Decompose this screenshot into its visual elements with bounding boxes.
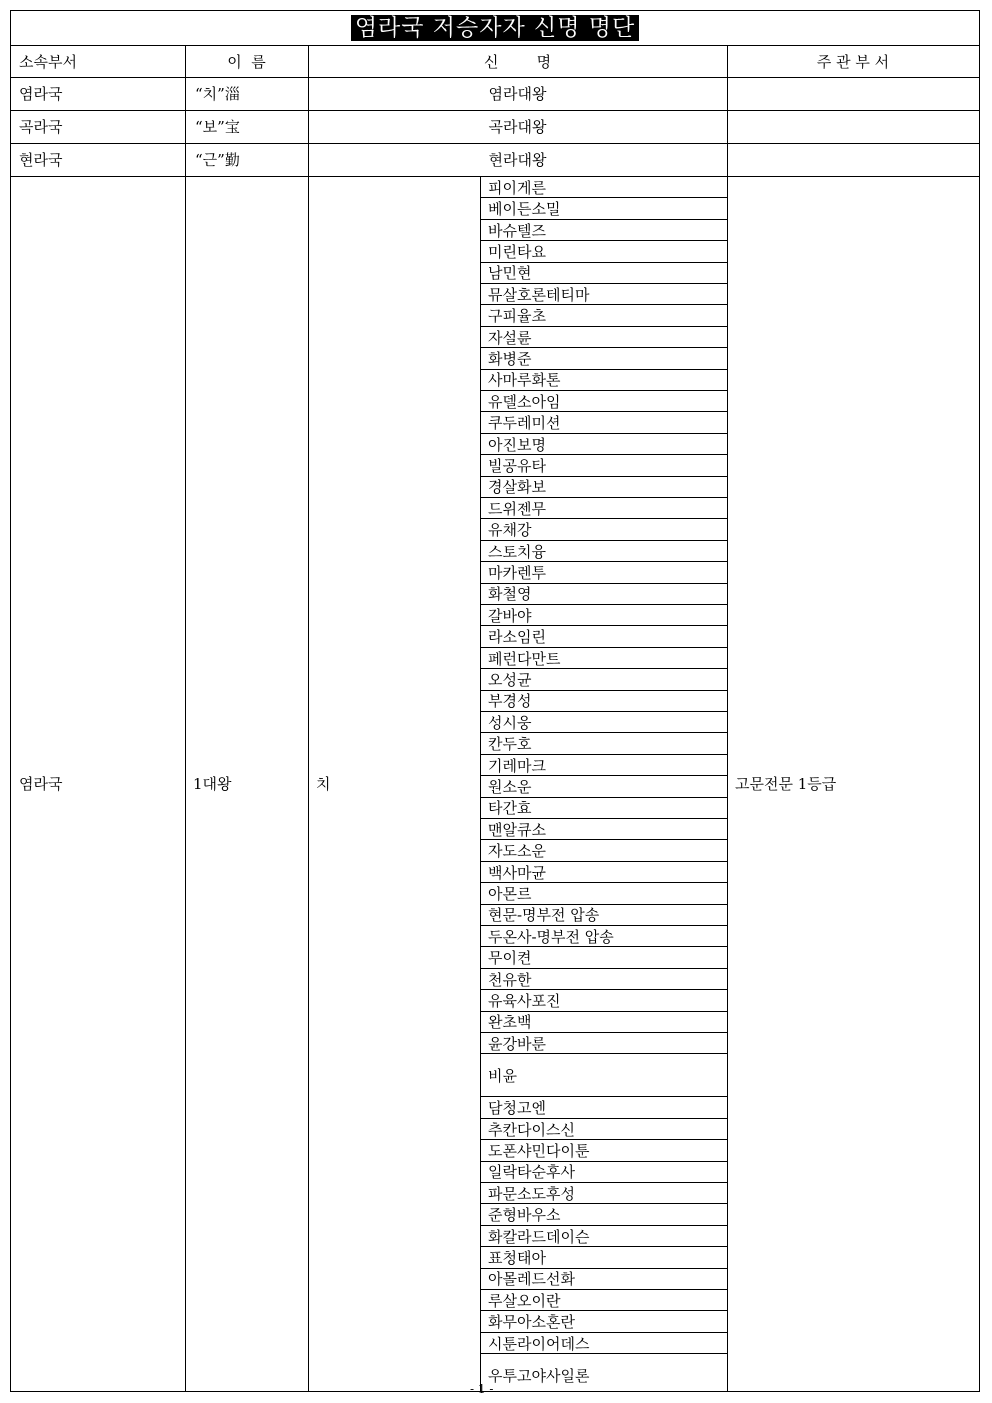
row-managing-dept	[727, 110, 979, 143]
title-list-item: 유델소아임	[480, 391, 728, 412]
title-list-item: 구피율초	[480, 305, 728, 326]
title-list-item: 비윤	[480, 1054, 728, 1097]
title-list-item: 페런다만트	[480, 648, 728, 669]
page-number: - 1 -	[470, 1382, 494, 1396]
title-list-item: 마카렌투	[480, 562, 728, 583]
title-list-item: 드위젠무	[480, 498, 728, 519]
title-list-item: 화철영	[480, 584, 728, 605]
title-list-item: 원소운	[480, 776, 728, 797]
title-list-item: 루살오이란	[480, 1290, 728, 1311]
titles-list	[480, 177, 728, 1391]
title-list-item: 부경성	[480, 691, 728, 712]
title-list-item: 기레마크	[480, 755, 728, 776]
row-name: “근”勤	[195, 151, 240, 169]
title-list-item: 우투고야사일론	[488, 1367, 590, 1386]
title-list-item: 현문-명부전 압송	[480, 905, 728, 926]
main-managing-dept: 고문전문 1등급	[735, 775, 837, 793]
title-list-item: 아몰레드선화	[480, 1269, 728, 1290]
main-name: 1대왕	[193, 775, 232, 793]
title-list-item: 천유한	[480, 969, 728, 990]
title-list-item: 성시웅	[480, 712, 728, 733]
title-list-item: 무이켠	[480, 947, 728, 968]
title-list-item: 아몬르	[480, 883, 728, 904]
header-managing-dept: 주 관 부 서	[816, 52, 890, 71]
title-list-item: 윤강바룬	[480, 1033, 728, 1054]
title-list-item: 뮤살호론테티마	[480, 284, 728, 305]
row-dept: 현라국	[19, 151, 63, 169]
row-name: “보”宝	[195, 118, 240, 136]
title-list-item: 아진보명	[480, 434, 728, 455]
row-managing-dept	[727, 77, 979, 110]
title-list-item: 맨알큐소	[480, 819, 728, 840]
title-list-item: 시툰라이어데스	[480, 1333, 728, 1354]
title-list-item: 화칼라드데이슨	[480, 1226, 728, 1247]
title-list-item: 자도소운	[480, 840, 728, 861]
title-list-item: 파문소도후성	[480, 1183, 728, 1204]
title-list-item: 유육사포진	[480, 990, 728, 1011]
row-dept: 곡라국	[19, 118, 63, 136]
title-list-item: 라소임린	[480, 626, 728, 647]
title-list-item: 미린타요	[480, 241, 728, 262]
title-list-item: 유채강	[480, 519, 728, 540]
title-list-item: 화병준	[480, 348, 728, 369]
title-list-item: 오성균	[480, 669, 728, 690]
title-list-item: 쿠두레미션	[480, 412, 728, 433]
title-bar	[11, 11, 979, 46]
titles-left-border	[480, 177, 481, 1391]
title-list-item: 남민현	[480, 263, 728, 284]
row-dept: 염라국	[19, 85, 63, 103]
title-list-item: 경살화보	[480, 477, 728, 498]
main-divine-name: 치	[316, 775, 331, 793]
main-dept: 염라국	[19, 775, 63, 793]
title-list-item: 화무아소혼란	[480, 1311, 728, 1332]
title-list-item: 스토치융	[480, 541, 728, 562]
title-list-item: 사마루화톤	[480, 370, 728, 391]
name-list-table	[10, 10, 980, 1392]
header-name: 이 름	[227, 52, 266, 71]
title-list-item: 표청태아	[480, 1247, 728, 1268]
title-list-item: 타간효	[480, 798, 728, 819]
row-divine-name: 염라대왕	[488, 85, 547, 103]
title-list-item: 바슈텔즈	[480, 220, 728, 241]
title-list-item: 준형바우소	[480, 1204, 728, 1225]
title-list-item: 갈바야	[480, 605, 728, 626]
title-list-item: 자설륜	[480, 327, 728, 348]
header-dept: 소속부서	[19, 52, 77, 71]
row-divine-name: 곡라대왕	[488, 118, 547, 136]
title-list-item: 추칸다이스신	[480, 1119, 728, 1140]
title-list-item: 도폰샤민다이툰	[480, 1140, 728, 1161]
title-list-item: 칸두호	[480, 733, 728, 754]
title-list-item: 베이든소밀	[480, 198, 728, 219]
header-divine-name: 신 명	[483, 52, 552, 71]
title-list-item: 빌공유타	[480, 455, 728, 476]
row-managing-dept	[727, 143, 979, 176]
title-list-item: 두온사-명부전 압송	[480, 926, 728, 947]
title-list-item: 완초백	[480, 1012, 728, 1033]
title-list-item: 백사마균	[480, 862, 728, 883]
title-list-item: 피이게른	[480, 177, 728, 198]
title-list-item: 담청고엔	[480, 1097, 728, 1118]
title-list-item: 일락타순후사	[480, 1162, 728, 1183]
row-divine-name: 현라대왕	[488, 151, 547, 169]
page-title: 염라국 저승자자 신명 명단	[351, 15, 639, 41]
row-name: “치”淄	[195, 85, 240, 103]
